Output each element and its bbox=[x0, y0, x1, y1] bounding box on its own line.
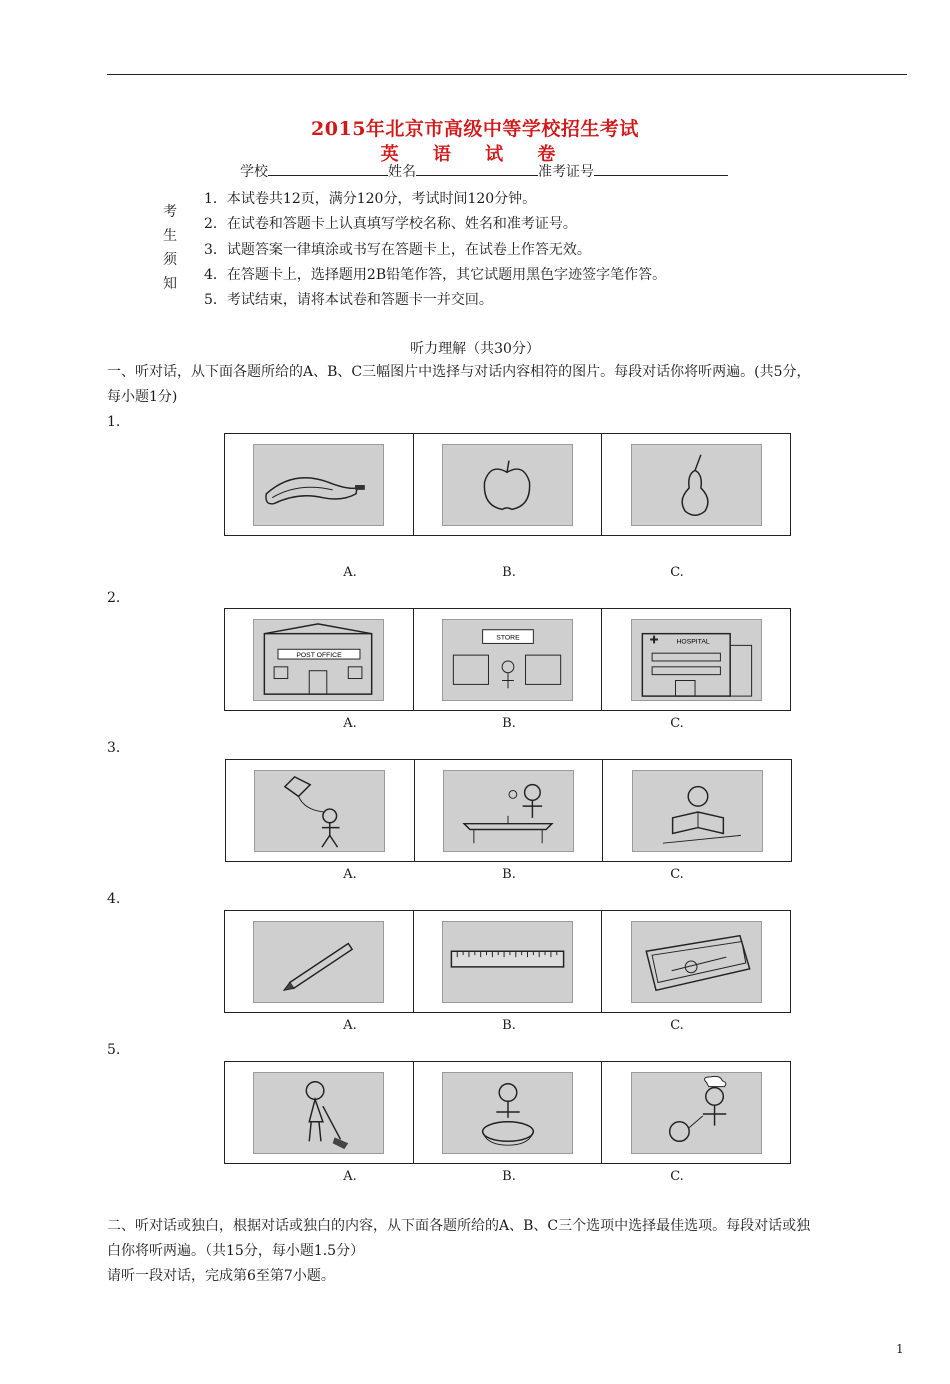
option-label-b: B. bbox=[502, 1018, 516, 1033]
option-label-b: B. bbox=[502, 1169, 516, 1184]
name-label: 姓名 bbox=[388, 164, 416, 180]
question-4-pictures bbox=[224, 910, 791, 1013]
option-label-b: B. bbox=[502, 867, 516, 882]
option-label-a: A. bbox=[343, 716, 357, 731]
option-label-a: A. bbox=[343, 565, 357, 580]
option-label-b: B. bbox=[502, 565, 516, 580]
option-c-cell[interactable] bbox=[602, 609, 790, 710]
question-2-number: 2. bbox=[107, 590, 121, 606]
option-label-b: B. bbox=[502, 716, 516, 731]
option-label-a: A. bbox=[343, 1169, 357, 1184]
option-label-a: A. bbox=[343, 867, 357, 882]
option-b-cell[interactable] bbox=[414, 609, 603, 710]
store-icon bbox=[442, 619, 573, 701]
top-rule bbox=[107, 74, 907, 75]
option-a-cell[interactable] bbox=[225, 609, 414, 710]
question-4-number: 4. bbox=[107, 891, 121, 907]
question-1-number: 1. bbox=[107, 414, 121, 430]
apple-icon bbox=[442, 444, 573, 526]
question-3-pictures bbox=[225, 759, 792, 862]
option-a-cell[interactable] bbox=[226, 760, 415, 861]
question-5-number: 5. bbox=[107, 1042, 121, 1058]
ruler-icon bbox=[442, 921, 573, 1003]
girl-cooking-icon bbox=[631, 1072, 762, 1154]
option-label-c: C. bbox=[670, 1169, 684, 1184]
school-label: 学校 bbox=[240, 164, 268, 180]
svg-text:STORE: STORE bbox=[496, 634, 520, 642]
id-label: 准考证号 bbox=[538, 164, 594, 180]
option-b-cell[interactable] bbox=[414, 434, 603, 535]
notice-item: 3．试题答案一律填涂或书写在答题卡上，在试卷上作答无效。 bbox=[204, 241, 591, 258]
option-label-c: C. bbox=[670, 565, 684, 580]
option-c-cell[interactable] bbox=[602, 1062, 790, 1163]
question-1-pictures bbox=[224, 433, 791, 536]
id-blank[interactable] bbox=[594, 161, 728, 176]
notice-item: 5．考试结束，请将本试卷和答题卡一并交回。 bbox=[204, 292, 493, 309]
option-b-cell[interactable] bbox=[415, 760, 604, 861]
option-a-cell[interactable] bbox=[225, 1062, 414, 1163]
notice-list bbox=[204, 187, 666, 313]
notice-item: 4．在答题卡上，选择题用2B铅笔作答，其它试题用黑色字迹签字笔作答。 bbox=[204, 266, 667, 283]
name-blank[interactable] bbox=[416, 161, 538, 176]
girl-sweeping-icon bbox=[253, 1072, 384, 1154]
boy-reading-icon bbox=[632, 770, 763, 852]
option-b-cell[interactable] bbox=[414, 1062, 603, 1163]
question-3-number: 3. bbox=[107, 740, 121, 756]
option-c-cell[interactable] bbox=[602, 434, 790, 535]
pencil-icon bbox=[253, 921, 384, 1003]
option-label-c: C. bbox=[670, 1018, 684, 1033]
question-2-pictures bbox=[224, 608, 791, 711]
exam-subtitle: 英 语 试 卷 bbox=[380, 144, 570, 165]
question-5-pictures bbox=[224, 1061, 791, 1164]
notice-side-label: 考 生 须 知 bbox=[163, 204, 177, 292]
boy-playing-ping-pong-icon bbox=[443, 770, 574, 852]
pear-icon bbox=[631, 444, 762, 526]
listening-section-title: 听力理解（共30分） bbox=[410, 341, 540, 357]
option-a-cell[interactable] bbox=[225, 434, 414, 535]
pencil-case-icon bbox=[631, 921, 762, 1003]
notice-item: 1．本试卷共12页，满分120分，考试时间120分钟。 bbox=[204, 191, 537, 207]
svg-text:POST OFFICE: POST OFFICE bbox=[296, 651, 342, 659]
notice-item: 2．在试卷和答题卡上认真填写学校名称、姓名和准考证号。 bbox=[204, 216, 577, 233]
exam-title: 2015年北京市高级中等学校招生考试 bbox=[311, 118, 639, 140]
option-c-cell[interactable] bbox=[602, 911, 790, 1012]
candidate-fields bbox=[240, 161, 728, 181]
option-label-c: C. bbox=[670, 867, 684, 882]
post-office-icon bbox=[253, 619, 384, 701]
girl-washing-icon bbox=[442, 1072, 573, 1154]
option-a-cell[interactable] bbox=[225, 911, 414, 1012]
svg-text:HOSPITAL: HOSPITAL bbox=[676, 637, 710, 645]
option-label-c: C. bbox=[670, 716, 684, 731]
part1-instructions: 一、听对话，从下面各题所给的A、B、C三幅图片中选择与对话内容相符的图片。每段对话你将听两遍。(共5分， 每小题1分) bbox=[107, 364, 811, 405]
boy-flying-kite-icon bbox=[254, 770, 385, 852]
option-label-a: A. bbox=[343, 1018, 357, 1033]
school-blank[interactable] bbox=[268, 161, 388, 176]
page-number: 1 bbox=[896, 1342, 904, 1356]
option-b-cell[interactable] bbox=[414, 911, 603, 1012]
option-c-cell[interactable] bbox=[603, 760, 791, 861]
part2-instructions: 二、听对话或独白，根据对话或独白的内容，从下面各题所给的A、B、C三个选项中选择最佳选项。每段对话或独 白你将听两遍。（共15分，每小题1.5分） 请听一段对话，完成第6至第7小题。 bbox=[107, 1218, 811, 1284]
hospital-icon bbox=[631, 619, 762, 701]
banana-icon bbox=[253, 444, 384, 526]
